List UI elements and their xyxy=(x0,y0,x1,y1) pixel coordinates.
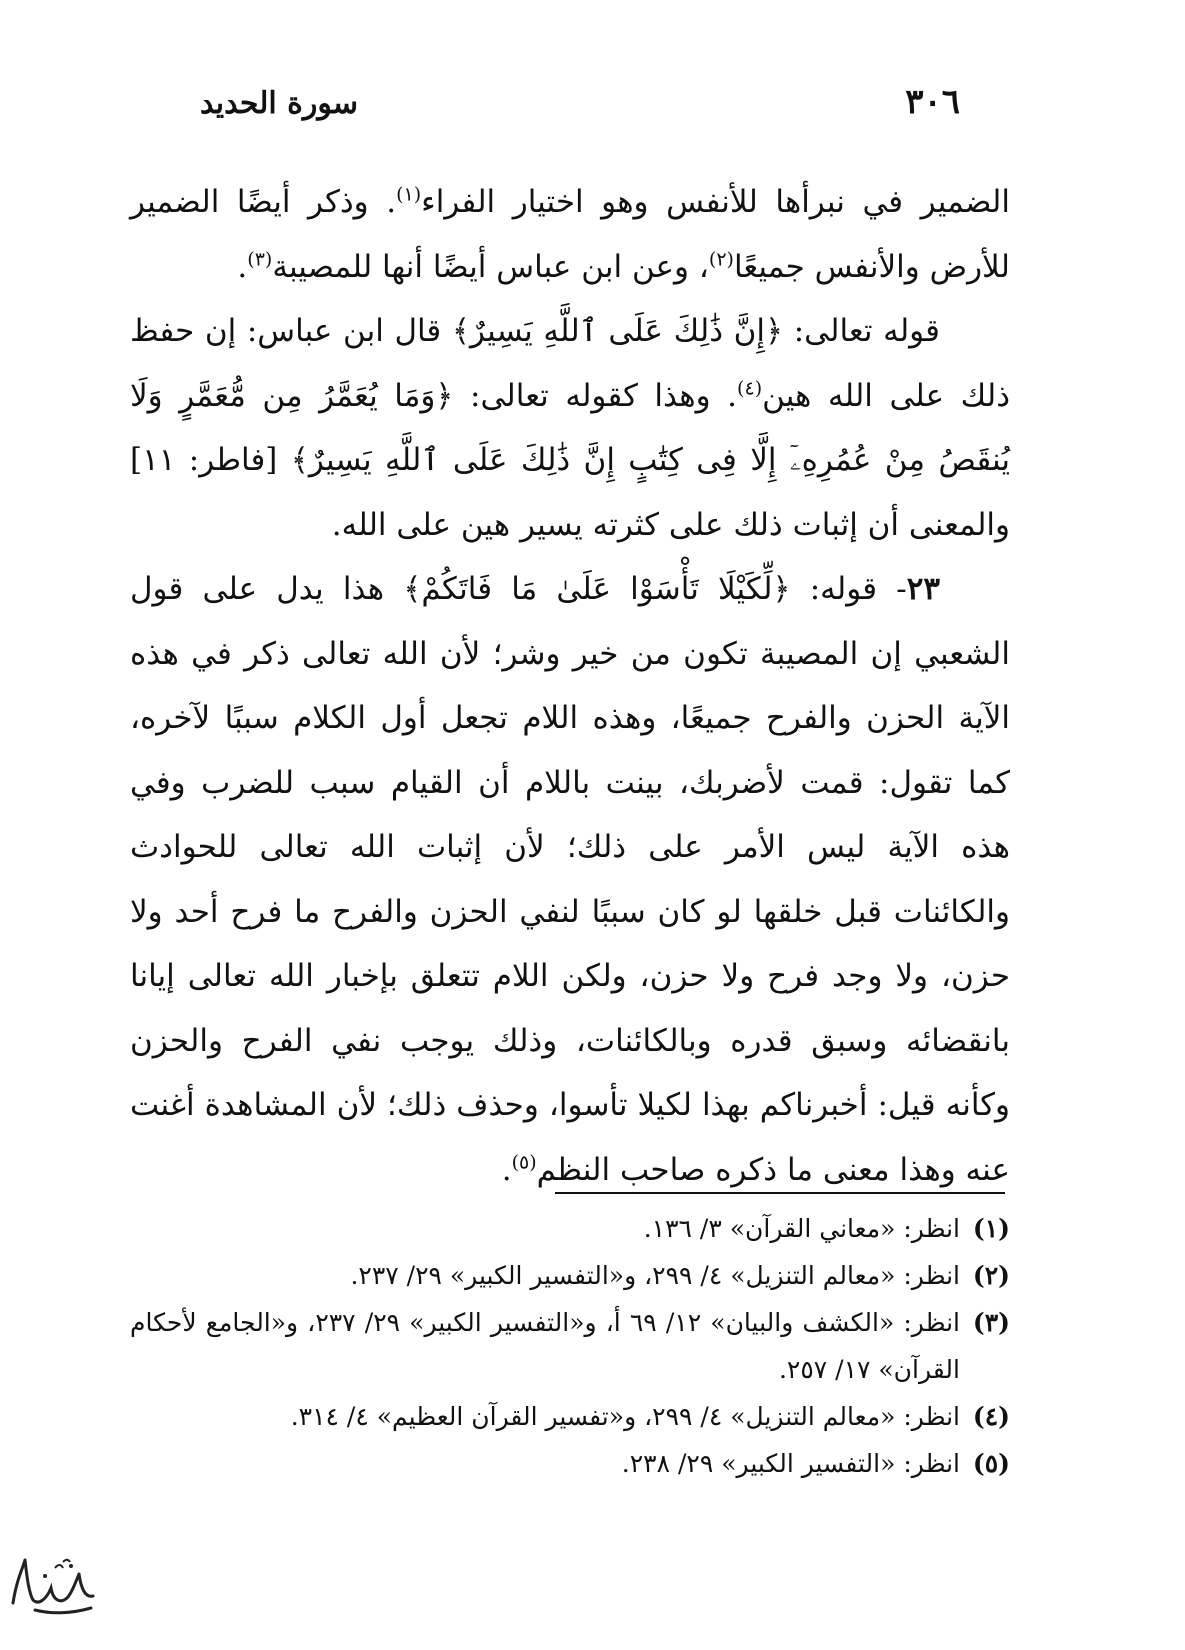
text-run: . وذكر أيضًا الضمير للأرض والأنفس جميعًا xyxy=(130,184,1010,285)
footnotes xyxy=(130,1205,1010,1487)
text-run: قال ابن عباس: إن حفظ ذلك على الله هين xyxy=(130,313,1011,414)
text-run: . xyxy=(501,1151,512,1188)
text-run: هذا يدل على قول الشعبي إن المصيبة تكون من خير وشر؛ لأن الله تعالى ذكر في هذه الآية الحزن والفرح جميعًا، وهذه اللام تجعل أول الكلام سببًا لآخره، كما تقول: قمت لأضربك، بينت باللام أن القيام سبب للضرب وفي هذه الآية ليس الأمر على ذلك؛ لأن إثبات الله تعالى للحوادث والكائنات قبل خلقها لو كان سببًا لنفي الحزن والفرح ما فرح أحد ولا حزن، ولا وجد فرح ولا حزن، ولكن اللام تتعلق بإخبار الله تعالى إيانا بانقضائه وسبق قدره وبالكائنات، وذلك يوجب نفي الفرح والحزن وكأنه قيل: أخبرناكم بهذا لكيلا تأسوا، وحذف ذلك؛ لأن المشاهدة أغنت عنه وهذا معنى ما ذكره صاحب النظم xyxy=(130,571,1010,1188)
footnote-text: انظر: «معاني القرآن» ٣/ ١٣٦. xyxy=(643,1214,960,1243)
footnote-number: (١) xyxy=(972,1214,1010,1243)
quran-quote: ﴿وَمَا يُعَمَّرُ مِن مُّعَمَّرٍ وَلَا يُنقَصُ مِنْ عُمُرِهِۦٓ إِلَّا فِى كِتَٰبٍ إِنَّ ذَٰلِكَ عَلَى ٱللَّهِ يَسِيرٌ﴾ xyxy=(130,377,1010,478)
text-run: قوله تعالى: xyxy=(783,313,940,349)
text-run: [فاطر: ١١] والمعنى أن إثبات ذلك على كثرته يسير هين على الله. xyxy=(130,442,1010,543)
footnote-text: انظر: «الكشف والبيان» ١٢/ ٦٩ أ، و«التفسير الكبير» ٢٩/ ٢٣٧، و«الجامع لأحكام القرآن» ١٧/ ٢٥٧. xyxy=(130,1308,961,1384)
quran-quote: ﴿إِنَّ ذَٰلِكَ عَلَى ٱللَّهِ يَسِيرٌ﴾ xyxy=(451,313,784,349)
verse-number: ٢٣ xyxy=(906,571,940,607)
text-run: . وهذا كقوله تعالى: xyxy=(453,377,738,414)
footnote-ref-5: (٥) xyxy=(511,1151,537,1174)
footnote-item xyxy=(130,1393,1010,1440)
text-run: الضمير في نبرأها للأنفس وهو اختيار الفراء xyxy=(421,184,1010,220)
footnote-ref-4: (٤) xyxy=(737,377,763,400)
footnote-text: انظر: «معالم التنزيل» ٤/ ٢٩٩، و«تفسير القرآن العظيم» ٤/ ٣١٤. xyxy=(290,1402,960,1431)
footnote-number: (٥) xyxy=(972,1449,1010,1478)
footnote-text: انظر: «التفسير الكبير» ٢٩/ ٢٣٨. xyxy=(621,1449,960,1478)
footnote-number: (٣) xyxy=(972,1308,1010,1337)
footnote-item xyxy=(130,1440,1010,1487)
running-title: سورة الحديد xyxy=(200,86,358,121)
footnote-number: (٢) xyxy=(972,1261,1010,1290)
text-run: . xyxy=(237,248,248,285)
footnote-number: (٤) xyxy=(972,1402,1010,1431)
paragraph-1 xyxy=(130,170,1010,299)
footnote-separator xyxy=(555,1192,1005,1194)
footnote-item xyxy=(130,1252,1010,1299)
footnote-item xyxy=(130,1299,1010,1393)
page-number: ٣٠٦ xyxy=(905,82,960,122)
footnote-ref-3: (٣) xyxy=(247,248,273,271)
footnote-text: انظر: «معالم التنزيل» ٤/ ٢٩٩، و«التفسير الكبير» ٢٩/ ٢٣٧. xyxy=(350,1261,960,1290)
text-run: - قوله: xyxy=(790,571,907,607)
page-header xyxy=(200,82,960,142)
footnote-ref-2: (٢) xyxy=(708,248,734,271)
publisher-logo xyxy=(5,1548,100,1623)
footnote-ref-1: (١) xyxy=(396,183,422,206)
main-text xyxy=(130,170,1010,1202)
quran-quote: ﴿لِّكَيْلَا تَأْسَوْا عَلَىٰ مَا فَاتَكُمْ﴾ xyxy=(403,571,791,607)
paragraph-2 xyxy=(130,299,1010,557)
paragraph-3 xyxy=(130,557,1010,1202)
text-run: ، وعن ابن عباس أيضًا أنها للمصيبة xyxy=(272,248,709,285)
footnote-item xyxy=(130,1205,1010,1252)
